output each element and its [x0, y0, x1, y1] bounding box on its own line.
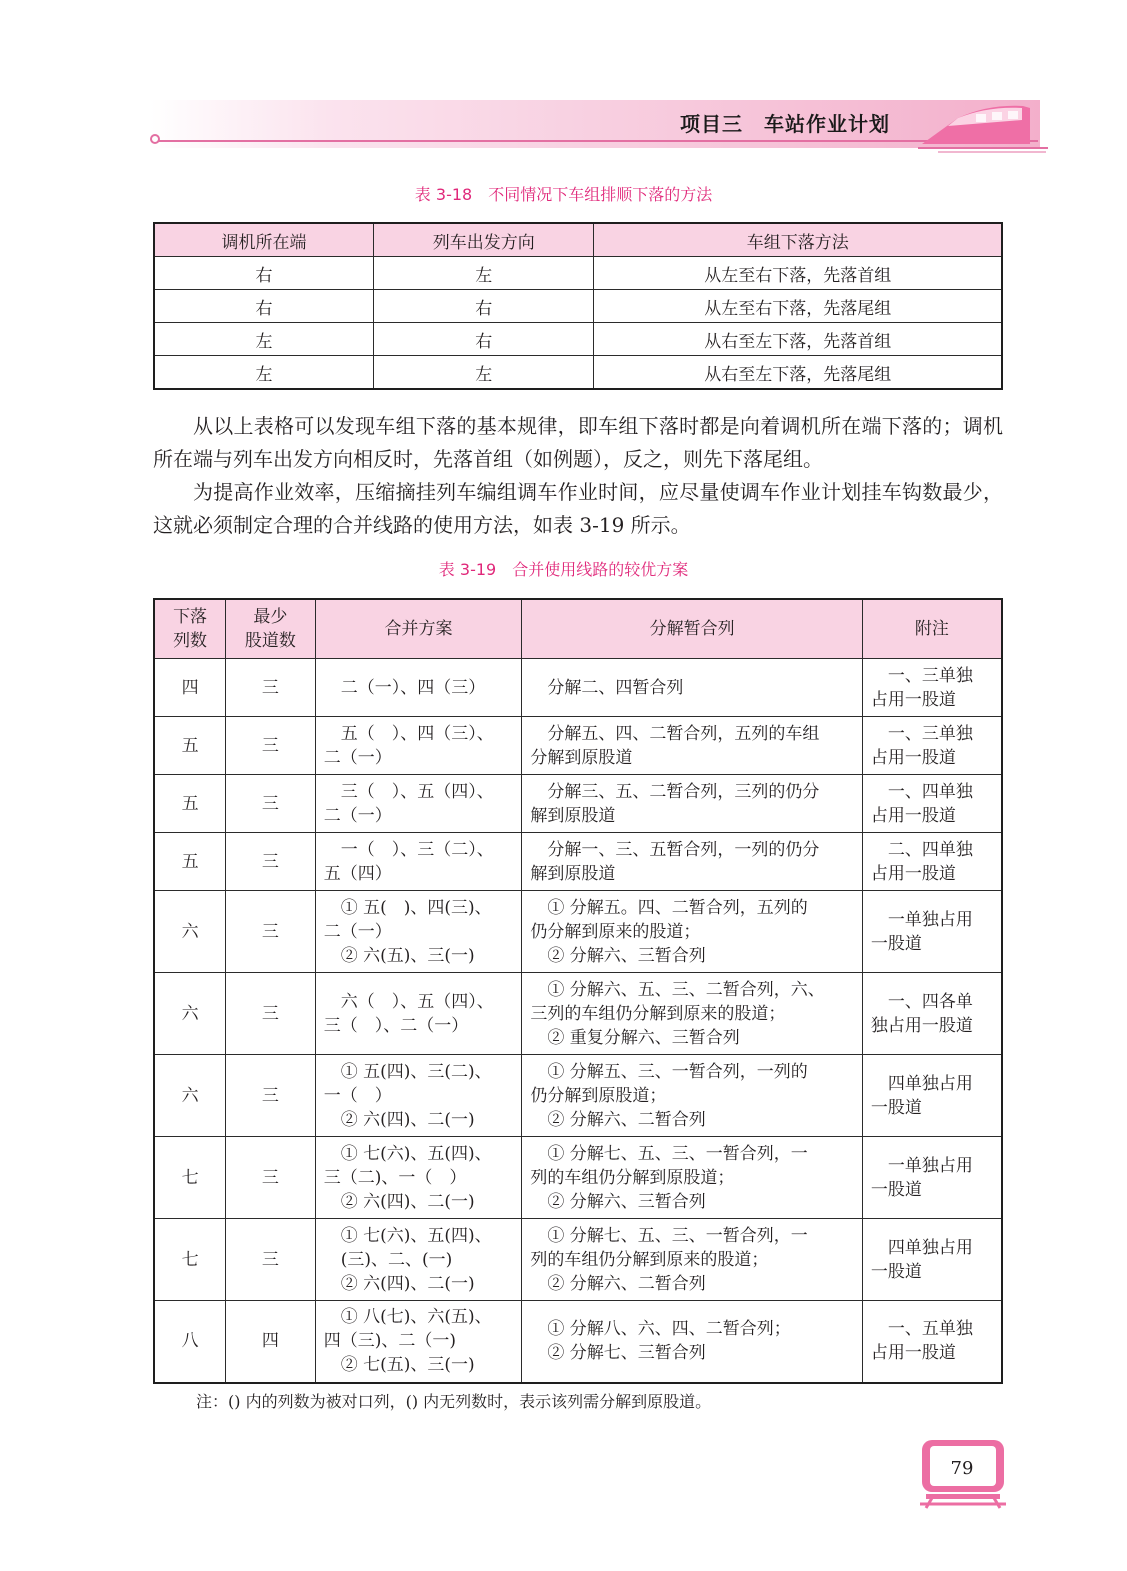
cell-line: 分解二、四暂合列 — [530, 677, 684, 698]
min-tracks-cell: 四 — [226, 1301, 316, 1383]
table-row — [154, 356, 1002, 390]
merge-plan-cell — [315, 1301, 522, 1383]
col-header-drop-count — [154, 599, 226, 659]
table-footnote: 注：() 内的列数为被对口列，() 内无列数时，表示该列需分解到原股道。 — [196, 1392, 712, 1411]
cell-line: ① 五( )、四(三)、 — [323, 897, 492, 918]
header-rule — [158, 140, 1038, 142]
table-cell: 右 — [154, 257, 373, 290]
cell-line: 二、四单独 — [870, 839, 973, 860]
table-cell: 从右至左下落，先落首组 — [594, 323, 1002, 356]
split-cell — [522, 717, 862, 775]
min-tracks-cell: 三 — [226, 717, 316, 775]
split-cell — [522, 973, 862, 1055]
cell-line: 占用一股道 — [870, 747, 956, 768]
cell-line: 占用一股道 — [870, 1343, 956, 1364]
cell-line: 解到原股道 — [530, 863, 616, 884]
min-tracks-cell: 三 — [226, 659, 316, 717]
note-cell — [862, 1219, 1002, 1301]
cell-line: 三（二)、一（ ） — [323, 1167, 467, 1188]
header-rule-dot — [150, 134, 160, 144]
table-header-row — [154, 223, 1002, 257]
col-header-split: 分解暂合列 — [522, 599, 862, 659]
cell-line: 分解一、三、五暂合列，一列的仍分 — [530, 839, 820, 860]
cell-line: 三（ ）、五（四）、 — [323, 781, 494, 802]
note-cell — [862, 833, 1002, 891]
drop-count-cell: 八 — [154, 1301, 226, 1383]
cell-line: ① 分解六、五、三、二暂合列，六、 — [530, 979, 825, 1000]
col-header: 车组下落方法 — [594, 223, 1002, 257]
table-cell: 左 — [154, 356, 373, 390]
train-icon — [918, 100, 1048, 155]
split-cell — [522, 775, 862, 833]
table-row — [154, 717, 1002, 775]
min-tracks-cell: 三 — [226, 1055, 316, 1137]
cell-line: 仍分解到原股道； — [530, 1085, 667, 1106]
page-number: 79 — [950, 1458, 974, 1479]
merge-plan-cell — [315, 659, 522, 717]
merge-plan-cell — [315, 891, 522, 973]
table-cell: 右 — [373, 290, 593, 323]
cell-line: 二（一） — [323, 747, 392, 768]
col-header: 列车出发方向 — [373, 223, 593, 257]
min-tracks-cell: 三 — [226, 775, 316, 833]
running-header-title: 项目三 车站作业计划 — [680, 112, 890, 136]
split-cell — [522, 1301, 862, 1383]
merge-plan-cell — [315, 1055, 522, 1137]
cell-line: 四单独占用 — [870, 1073, 973, 1094]
cell-line: 一单独占用 — [870, 1155, 973, 1176]
drop-count-cell: 六 — [154, 973, 226, 1055]
table-cell: 右 — [154, 290, 373, 323]
cell-line: ① 分解五、三、一暂合列，一列的 — [530, 1061, 808, 1082]
cell-line: ② 六(四)、二(一) — [323, 1273, 475, 1294]
header-line: 下落 — [173, 607, 208, 627]
table-row — [154, 257, 1002, 290]
note-cell — [862, 659, 1002, 717]
cell-line: 五（四） — [323, 863, 392, 884]
cell-line: 三列的车组仍分解到原来的股道； — [530, 1003, 786, 1024]
cell-line: 解到原股道 — [530, 805, 616, 826]
merge-plan-cell — [315, 973, 522, 1055]
table-cell: 从右至左下落，先落尾组 — [594, 356, 1002, 390]
drop-count-cell: 五 — [154, 717, 226, 775]
cell-line: 占用一股道 — [870, 805, 956, 826]
note-cell — [862, 973, 1002, 1055]
cell-line: 一、五单独 — [870, 1319, 973, 1340]
merge-plan-cell — [315, 775, 522, 833]
body-paragraph-1: 从以上表格可以发现车组下落的基本规律，即车组下落时都是向着调机所在端下落的；调机所在端与列车出发方向相反时，先落首组（如例题），反之，则先下落尾组。 — [153, 414, 1003, 471]
table-cell: 右 — [373, 323, 593, 356]
drop-count-cell: 五 — [154, 833, 226, 891]
table-body — [154, 659, 1002, 1383]
cell-line: 六（ ）、五（四）、 — [323, 991, 494, 1012]
table-header-row — [154, 599, 1002, 659]
header-line: 最少 — [253, 607, 288, 627]
table-3-18-caption: 表 3-18 不同情况下车组排顺下落的方法 — [414, 185, 713, 204]
cell-line: 分解到原股道 — [530, 747, 633, 768]
cell-line: ① 八(七)、六(五)、 — [323, 1307, 492, 1328]
cell-line: ② 分解六、二暂合列 — [530, 1109, 706, 1130]
cell-line: ① 分解七、五、三、一暂合列，一 — [530, 1225, 808, 1246]
table-row — [154, 1137, 1002, 1219]
table-cell: 左 — [154, 323, 373, 356]
table-row — [154, 1055, 1002, 1137]
cell-line: 列的车组仍分解到原来的股道； — [530, 1249, 769, 1270]
min-tracks-cell: 三 — [226, 973, 316, 1055]
cell-line: ② 分解六、三暂合列 — [530, 945, 706, 966]
drop-count-cell: 七 — [154, 1219, 226, 1301]
split-cell — [522, 891, 862, 973]
cell-line: 四（三)、二（一) — [323, 1331, 456, 1352]
cell-line: ② 六(五)、三(一) — [323, 945, 475, 966]
col-header-merge-plan: 合并方案 — [315, 599, 522, 659]
min-tracks-cell: 三 — [226, 1219, 316, 1301]
merge-plan-cell — [315, 1137, 522, 1219]
cell-line: 一、三单独 — [870, 665, 973, 686]
cell-line: ② 六(四)、二(一) — [323, 1109, 475, 1130]
split-cell — [522, 659, 862, 717]
cell-line: 一（ ） — [323, 1085, 392, 1106]
cell-line: 一、四各单 — [870, 991, 973, 1012]
table-3-19 — [153, 598, 1003, 1384]
note-cell — [862, 1137, 1002, 1219]
cell-line: ① 五(四)、三(二)、 — [323, 1061, 492, 1082]
cell-line: ① 七(六)、五(四)、 — [323, 1225, 492, 1246]
table-3-18 — [153, 222, 1003, 390]
drop-count-cell: 六 — [154, 891, 226, 973]
cell-line: 一股道 — [870, 933, 922, 954]
header-line: 股道数 — [244, 631, 296, 651]
cell-line: ② 六(四)、二(一) — [323, 1191, 475, 1212]
min-tracks-cell: 三 — [226, 833, 316, 891]
table-row — [154, 891, 1002, 973]
table-row — [154, 833, 1002, 891]
table-cell: 左 — [373, 257, 593, 290]
note-cell — [862, 1055, 1002, 1137]
cell-line: ② 七(五)、三(一) — [323, 1355, 475, 1376]
table-row — [154, 1219, 1002, 1301]
table-row — [154, 1301, 1002, 1383]
note-cell — [862, 1301, 1002, 1383]
cell-line: ① 七(六)、五(四)、 — [323, 1143, 492, 1164]
cell-line: 一单独占用 — [870, 909, 973, 930]
col-header-min-tracks — [226, 599, 316, 659]
drop-count-cell: 七 — [154, 1137, 226, 1219]
col-header: 调机所在端 — [154, 223, 373, 257]
cell-line: 四单独占用 — [870, 1237, 973, 1258]
cell-line: 分解五、四、二暂合列，五列的车组 — [530, 723, 820, 744]
note-cell — [862, 717, 1002, 775]
cell-line: 占用一股道 — [870, 863, 956, 884]
cell-line: 三（ ）、二（一） — [323, 1015, 469, 1036]
cell-line: 一、四单独 — [870, 781, 973, 802]
table-cell: 左 — [373, 356, 593, 390]
cell-line: 一股道 — [870, 1179, 922, 1200]
cell-line: 占用一股道 — [870, 689, 956, 710]
table-cell: 从左至右下落，先落尾组 — [594, 290, 1002, 323]
cell-line: (三)、二、(一) — [323, 1249, 453, 1270]
merge-plan-cell — [315, 717, 522, 775]
table-3-19-caption: 表 3-19 合并使用线路的较优方案 — [438, 560, 689, 579]
cell-line: 五（ ）、四（三）、 — [323, 723, 494, 744]
table-row — [154, 973, 1002, 1055]
table-row — [154, 323, 1002, 356]
merge-plan-cell — [315, 1219, 522, 1301]
cell-line: ② 分解六、二暂合列 — [530, 1273, 706, 1294]
cell-line: 分解三、五、二暂合列，三列的仍分 — [530, 781, 820, 802]
drop-count-cell: 五 — [154, 775, 226, 833]
cell-line: 二（一） — [323, 921, 392, 942]
split-cell — [522, 833, 862, 891]
col-header-note: 附注 — [862, 599, 1002, 659]
cell-line: ② 分解七、三暂合列 — [530, 1343, 706, 1364]
header-line: 列数 — [173, 631, 208, 651]
note-cell — [862, 775, 1002, 833]
table-row — [154, 659, 1002, 717]
cell-line: 二（一） — [323, 805, 392, 826]
split-cell — [522, 1219, 862, 1301]
table-cell: 从左至右下落，先落首组 — [594, 257, 1002, 290]
cell-line: 独占用一股道 — [870, 1015, 973, 1036]
cell-line: 仍分解到原来的股道； — [530, 921, 701, 942]
cell-line: 一股道 — [870, 1261, 922, 1282]
min-tracks-cell: 三 — [226, 1137, 316, 1219]
cell-line: ① 分解五。四、二暂合列，五列的 — [530, 897, 808, 918]
merge-plan-cell — [315, 833, 522, 891]
cell-line: 一、三单独 — [870, 723, 973, 744]
drop-count-cell: 四 — [154, 659, 226, 717]
cell-line: ① 分解八、六、四、二暂合列； — [530, 1319, 791, 1340]
split-cell — [522, 1137, 862, 1219]
cell-line: ② 重复分解六、三暂合列 — [530, 1027, 740, 1048]
table-row — [154, 290, 1002, 323]
cell-line: 二（一）、四（三） — [323, 677, 486, 698]
drop-count-cell: 六 — [154, 1055, 226, 1137]
cell-line: ① 分解七、五、三、一暂合列，一 — [530, 1143, 808, 1164]
cell-line: 列的车组仍分解到原股道； — [530, 1167, 735, 1188]
table-row — [154, 775, 1002, 833]
cell-line: ② 分解六、三暂合列 — [530, 1191, 706, 1212]
cell-line: 一股道 — [870, 1097, 922, 1118]
body-paragraph-2: 为提高作业效率，压缩摘挂列车编组调车作业时间，应尽量使调车作业计划挂车钩数最少，这就必须制定合理的合并线路的使用方法，如表 3-19 所示。 — [153, 480, 1003, 537]
split-cell — [522, 1055, 862, 1137]
min-tracks-cell: 三 — [226, 891, 316, 973]
cell-line: 一（ ）、三（二）、 — [323, 839, 494, 860]
note-cell — [862, 891, 1002, 973]
